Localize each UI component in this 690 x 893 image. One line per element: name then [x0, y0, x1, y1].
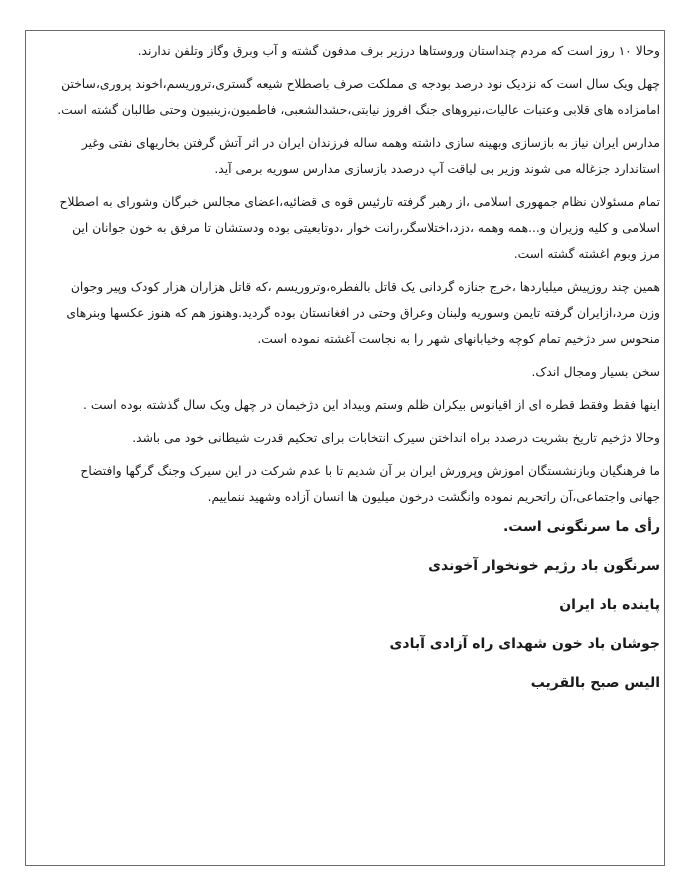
paragraph-election-circus: وحالا دژخیم تاریخ بشریت درصدد براه انداختن سیرک انتخابات برای تحکیم قدرت شیطانی خود می باشد. [132, 431, 660, 445]
slogan-vote: رأی ما سرنگونی است. [502, 519, 660, 535]
slogan-overthrow: سرنگون باد رژیم خونخوار آخوندی [428, 558, 660, 574]
paragraph-ocean-drop: اینها فقط وفقط قطره ای از اقیانوس بیکران ظلم وستم وبیداد این دژخیمان در چهل ویک سال گذشته بوده است . [83, 398, 660, 412]
paragraph-schools: مدارس ایران نیاز به بازسازی وبهینه سازی داشته وهمه ساله فرزندان ایران در اثر آتش گرفتن بخاریهای نفتی وغیر استاندارد جزغاله می شوند وزیر بی لیاقت آپ درصدد بازسازی مدارس سوریه برمی آید. [81, 136, 660, 176]
paragraph-budget: چهل ویک سال است که نزدیک نود درصد بودجه ی مملکت صرف باصطلاح شیعه گستری،تروریسم،اخوند پروری،ساختن امامزاده های قلابی وعتبات عالیات،نیروهای جنگ افروز نیابتی،حشدالشعبی، فاطمیون،زینبیون وحتی طالبان گشته است. [57, 77, 660, 117]
slogan-dawn: الیس صبح بالقریب [530, 675, 660, 691]
paragraph-teachers-boycott: ما فرهنگیان وبازنشستگان اموزش وپرورش ایران بر آن شدیم تا با عدم شرکت در این سیرک وجنگ گرگها وافتضاح جهانی واجتماعی،آن راتحریم نموده وانگشت درخون میلیون ها انسان آزاده وشهید ننماییم. [80, 464, 660, 504]
slogan-martyrs: جوشان باد خون شهدای راه آزادی آبادی [389, 636, 660, 652]
document-body [56, 38, 660, 712]
paragraph-officials: تمام مسئولان نظام جمهوری اسلامی ،از رهبر گرفته تارئیس قوه ی قضائیه،اعضای مجالس خبرگان وشورای به اصطلاح اسلامی و کلیه وزیران و...همه وهمه ،دزد،اختلاسگر،رانت خوار ،دوتابعیتی بوده ودستشان تا مرفق به خون جوانان این مرز وبوم اغشته گشته است. [59, 195, 660, 261]
paragraph-snow-villages: وحالا ۱۰ روز است که مردم چنداستان وروستاها درزیر برف مدفون گشته و آب وبرق وگاز وتلفن ندارند. [137, 44, 660, 58]
slogan-iran: پاینده باد ایران [559, 597, 660, 613]
paragraph-funeral: همین چند روزپیش میلیاردها ،خرج جنازه گردانی یک قاتل بالفطره،وتروریسم ،که قاتل هزاران هزار کودک وپیر وجوان وزن مرد،ازایران گرفته تایمن وسوریه ولبنان وعراق وحتی در افغانستان بوده گردید.وهنوز هم که هنوز عکسها وبنرهای منحوس سر دژخیم تمام کوچه وخیابانهای شهر را به نجاست آغشته نموده است. [66, 280, 660, 346]
paragraph-short-note: سخن بسیار ومجال اندک. [531, 365, 660, 379]
